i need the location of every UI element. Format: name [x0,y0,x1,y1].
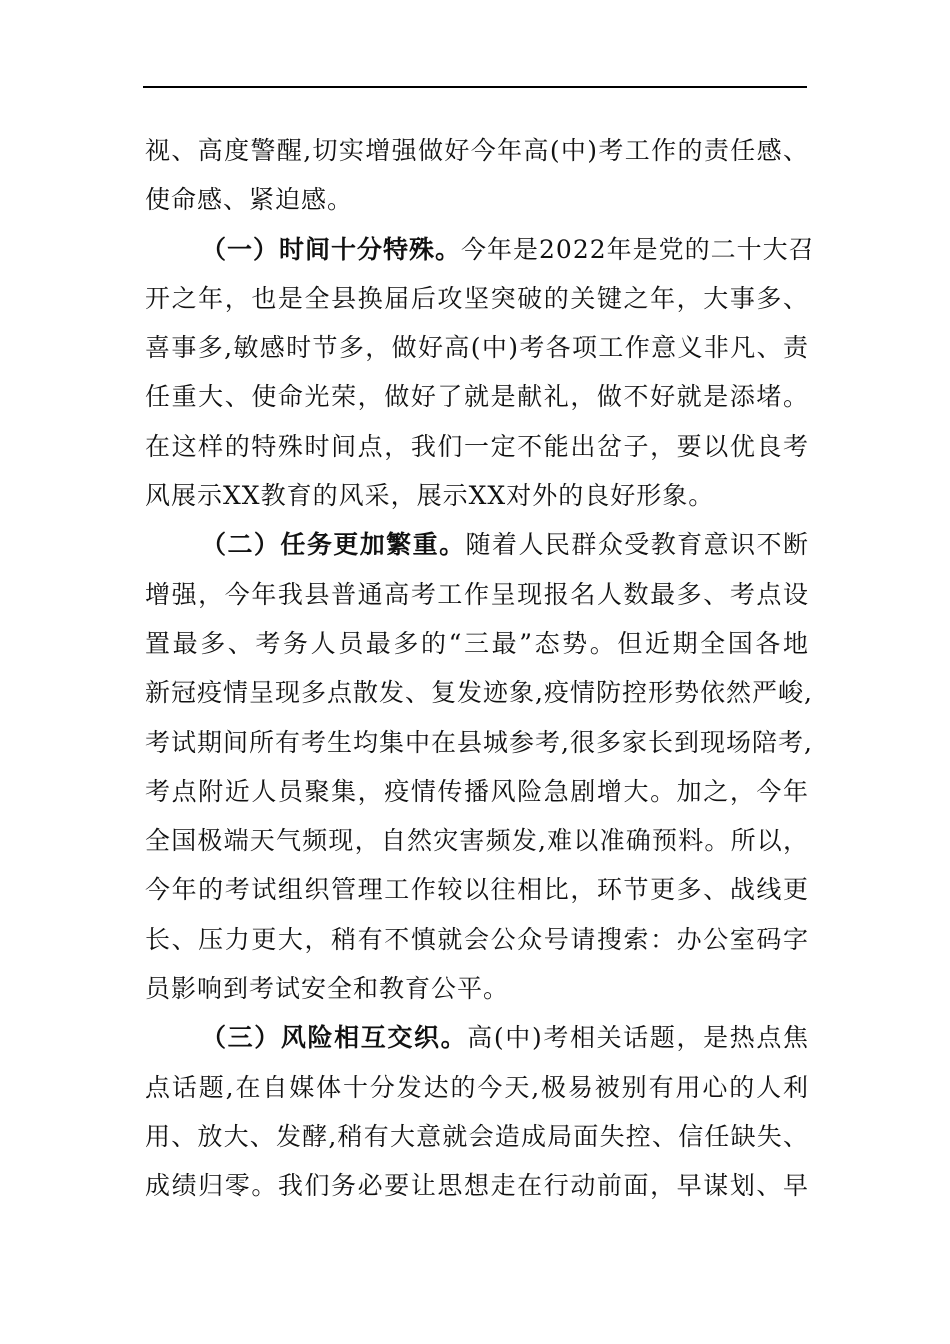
document-body [145,126,815,1211]
text-line: 考试期间所有考生均集中在县城参考,很多家长到现场陪考, [145,727,813,757]
text-line: 开之年，也是全县换届后攻坚突破的关键之年，大事多、 [145,283,809,313]
section-heading: （一）时间十分特殊。 [201,234,462,264]
section-heading: （三）风险相互交织。 [201,1023,468,1053]
text-line: 员影响到考试安全和教育公平。 [145,974,510,1004]
text-line: 点话题,在自媒体十分发达的今天,极易被别有用心的人利 [145,1072,809,1102]
text-line: 全国极端天气频现，自然灾害频发,难以准确预料。所以， [145,826,809,856]
text-line: 新冠疫情呈现多点散发、复发迹象,疫情防控形势依然严峻, [145,678,813,708]
text-span: 今年是2022年是党的二十大召 [461,234,815,264]
header-rule [143,86,807,88]
text-span: 高(中)考相关话题，是热点焦 [467,1023,809,1053]
section-heading-line [145,1013,809,1062]
text-line: 置最多、考务人员最多的“三最”态势。但近期全国各地 [145,628,809,658]
text-line: 长、压力更大，稍有不慎就会公众号请搜索：办公室码字 [145,924,809,954]
text-line: 用、放大、发酵,稍有大意就会造成局面失控、信任缺失、 [145,1121,809,1151]
text-line: 今年的考试组织管理工作较以往相比，环节更多、战线更 [145,875,809,905]
text-line: 在这样的特殊时间点，我们一定不能出岔子，要以优良考 [145,431,809,461]
text-line: 成绩归零。我们务必要让思想走在行动前面，早谋划、早 [145,1171,809,1201]
text-line: 考点附近人员聚集，疫情传播风险急剧增大。加之，今年 [145,776,809,806]
text-line: 风展示XX教育的风采，展示XX对外的良好形象。 [145,481,715,511]
text-line: 使命感、紧迫感。 [145,185,354,215]
section-heading: （二）任务更加繁重。 [201,530,466,560]
section-heading-line [145,520,809,569]
text-line: 喜事多,敏感时节多，做好高(中)考各项工作意义非凡、责 [145,333,809,363]
section-heading-line [145,225,815,274]
text-span: 随着人民群众受教育意识不断 [465,530,809,560]
text-line: 视、高度警醒,切实增强做好今年高(中)考工作的责任感、 [145,136,809,165]
text-line: 增强，今年我县普通高考工作呈现报名人数最多、考点设 [145,579,809,609]
text-line: 任重大、使命光荣，做好了就是献礼，做不好就是添堵。 [145,382,809,412]
